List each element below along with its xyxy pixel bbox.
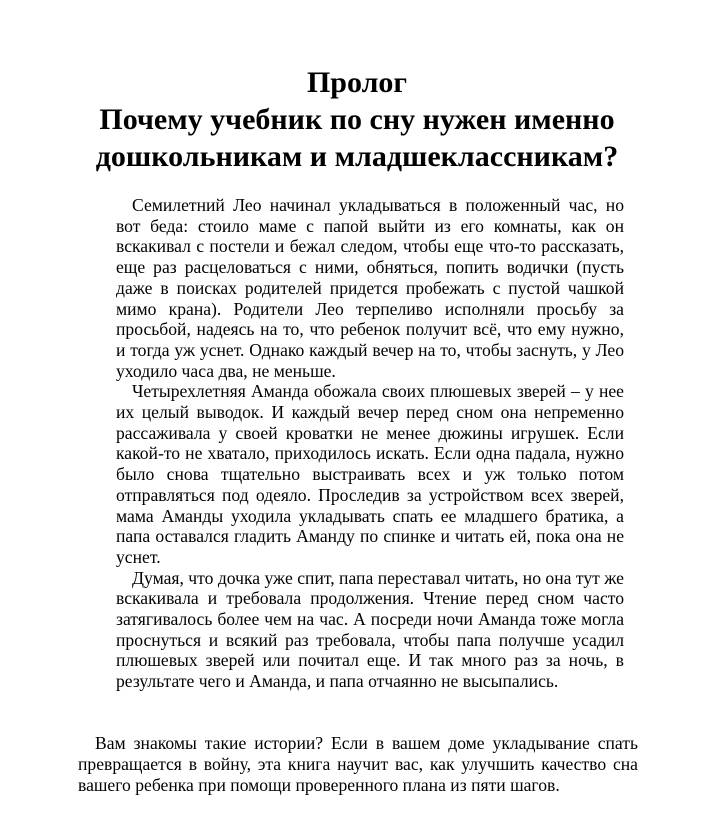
- story-paragraph-amanda: Четырехлетняя Аманда обожала своих плюшевых зверей – у нее их целый выводок. И каждый вечер перед сном она непременно рассаживала у своей кроватки не менее дюжины игрушек. Если какой-то не хватало, приходилось искать. Если одна падала, нужно было снова тщательно выстраивать всех и уж только потом отправляться под одеяло. Проследив за устройством всех зверей, мама Аманды уходила укладывать спать ее младшего братика, а папа оставался гладить Аманду по спинке и читать ей, пока она не уснет.: [116, 381, 624, 567]
- intro-paragraph: Вам знакомы такие истории? Если в вашем доме укладывание спать превращается в войну, эта книга научит вас, как улучшить качество сна вашего ребенка при помощи проверенного плана из пяти шагов.: [78, 733, 638, 795]
- chapter-subtitle-line-2: дошкольникам и младшеклассникам?: [95, 140, 619, 173]
- chapter-subtitle-line-1: Почему учебник по сну нужен именно: [99, 103, 615, 136]
- story-paragraph-leo: Семилетний Лео начинал укладываться в положенный час, но вот беда: стоило маме с папой выйти из его комнаты, как он вскакивал с постели и бежал следом, чтобы еще что-то рассказать, еще раз расцеловаться с ними, обняться, попить водички (пусть даже в поисках родителей придется пробежать с пустой чашкой мимо крана). Родители Лео терпеливо исполняли просьбу за просьбой, надеясь на то, что ребенок получит всё, что ему нужно, и тогда уж уснет. Однако каждый вечер на то, чтобы заснуть, у Лео уходило часа два, не меньше.: [116, 195, 624, 381]
- chapter-title: Пролог: [306, 66, 408, 99]
- intro-block: [78, 733, 638, 796]
- story-block: [116, 195, 624, 692]
- chapter-heading: [0, 64, 714, 175]
- story-paragraph-reading: Думая, что дочка уже спит, папа переставал читать, но она тут же вскакивала и требовала продолжения. Чтение перед сном часто затягивалось более чем на час. А посреди ночи Аманда тоже могла проснуться и всякий раз требовала, чтобы папа получше усадил плюшевых зверей или почитал еще. И так много раз за ночь, в результате чего и Аманда, и папа отчаянно не высыпались.: [116, 567, 624, 692]
